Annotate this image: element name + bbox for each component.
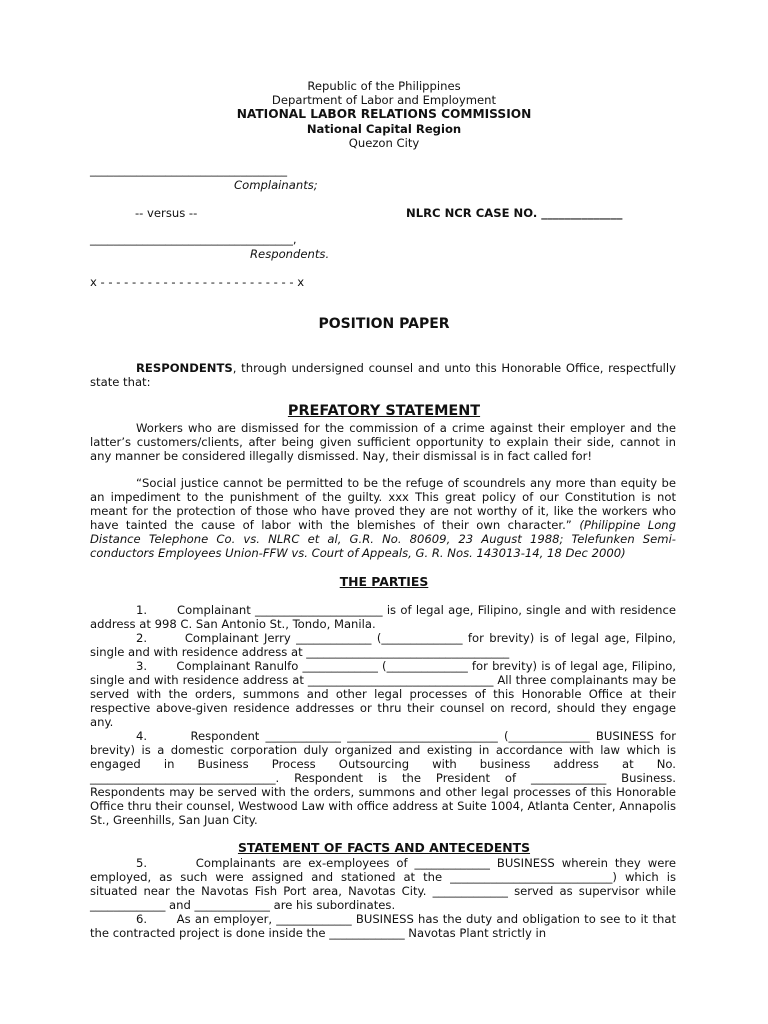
parties-item-1: 1. Complainant ______________________ is of legal age, Filipino, single and with residence address at 998 C. San Antonio St., Tondo, Manila. xyxy=(90,603,676,631)
header-commission: NATIONAL LABOR RELATIONS COMMISSION xyxy=(236,107,532,121)
complainants-label: Complainants; xyxy=(234,178,318,192)
intro-text: , through undersigned counsel and unto this Honorable Office, respectfully state that: xyxy=(90,361,676,389)
parties-heading: THE PARTIES xyxy=(339,574,429,589)
case-number-label: NLRC NCR CASE NO. ______________ xyxy=(406,206,623,220)
header-republic: Republic of the Philippines xyxy=(307,79,461,93)
facts-item-6: 6. As an employer, _____________ BUSINESS has the duty and obligation to see to it that the contracted project is done inside the _____________ Navotas Plant strictly in xyxy=(90,912,676,940)
caption-divider: x - - - - - - - - - - - - - - - - - - - - - - - - - x xyxy=(90,275,305,289)
header-region: National Capital Region xyxy=(306,122,462,136)
parties-item-4: 4. Respondent _____________ __________________________ (______________ BUSINESS for brevity) is a domestic corporation duly organized and existing in accordance with law which is engaged in Business Process Outsourcing with business address at No. ________________________________. Respondent is the President of _____________ Business. Respondents may be served with the orders, summons and other legal processes of this Honorable Office thru their counsel, Westwood Law with office address at Suite 1004, Atlanta Center, Annapolis St., Greenhills, San Juan City. xyxy=(90,729,676,827)
versus-label: -- versus -- xyxy=(135,206,198,220)
quote-text: “Social justice cannot be permitted to be the refuge of scoundrels any more than equity be an impediment to the punishment of the guilty. xxx This great policy of our Constitution is not meant for the protection of those who have proved they are not worthy of it, like the workers who have tainted the cause of labor with the blemishes of their own character.” xyxy=(90,476,676,532)
intro-lead: RESPONDENTS xyxy=(136,361,233,375)
header-department: Department of Labor and Employment xyxy=(271,93,497,107)
respondents-blank: ___________________________________, xyxy=(90,232,297,246)
facts-item-5: 5. Complainants are ex-employees of _____________ BUSINESS wherein they were employed, as such were assigned and stationed at the ____________________________) which is situated near the Navotas Fish Port area, Navotas City. _____________ served as supervisor while _____________ and _____________ are his subordinates. xyxy=(90,856,676,912)
intro-paragraph xyxy=(90,361,676,389)
facts-heading: STATEMENT OF FACTS AND ANTECEDENTS xyxy=(237,840,531,855)
parties-item-3: 3. Complainant Ranulfo _____________ (______________ for brevity) is of legal age, Filipino, single and with residence address at ________________________________ All three complainants may be served with the orders, summons and other legal processes of this Honorable Office at their respective above-given residence addresses or thru their counsel on record, should they engage any. xyxy=(90,659,676,729)
respondents-label: Respondents. xyxy=(250,247,330,261)
prefatory-paragraph: Workers who are dismissed for the commission of a crime against their employer and the latter’s customers/clients, after being given sufficient opportunity to explain their side, cannot in any manner be considered illegally dismissed. Nay, their dismissal is in fact called for! xyxy=(90,421,676,463)
quote-citation: (Philippine Long Distance Telephone Co. vs. NLRC et al, G.R. No. 80609, 23 August 1988; Telefunken Semi-conductors Employees Union-FFW vs. Court of Appeals, G. R. Nos. 143013-14, 18 Dec 2000) xyxy=(90,518,676,560)
complainants-blank: __________________________________ xyxy=(90,163,288,177)
prefatory-heading: PREFATORY STATEMENT xyxy=(287,403,481,419)
prefatory-quote xyxy=(90,476,676,560)
parties-item-2: 2. Complainant Jerry _____________ (______________ for brevity) is of legal age, Filpino, single and with residence address at ___________________________________ xyxy=(90,631,676,659)
header-city: Quezon City xyxy=(348,136,420,150)
document-title: POSITION PAPER xyxy=(318,316,450,332)
